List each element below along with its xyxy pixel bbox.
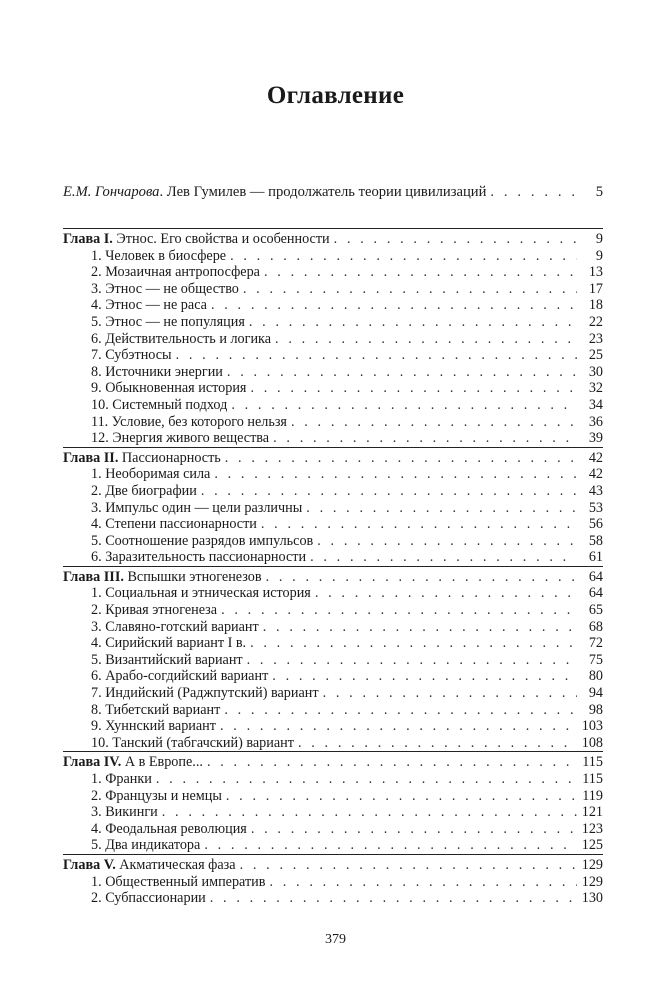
section-label <box>63 516 257 533</box>
section-title: Этнос — не популяция <box>105 313 245 330</box>
section-title: Степени пассионарности <box>105 516 257 533</box>
intro-page: 5 <box>595 184 603 200</box>
section-label <box>63 668 268 685</box>
section-page: 17 <box>588 280 603 297</box>
leader-dots <box>249 314 577 331</box>
leader-dots <box>263 619 577 636</box>
section-number: 8. <box>91 363 102 380</box>
section-entry <box>63 364 603 381</box>
section-entry <box>63 874 603 891</box>
leader-dots <box>266 569 577 586</box>
section-page: 9 <box>595 247 603 264</box>
chapter-page: 64 <box>588 568 603 585</box>
section-number: 9. <box>91 718 102 735</box>
section-page: 39 <box>588 430 603 447</box>
section-label <box>63 264 260 281</box>
section-entry <box>63 483 603 500</box>
section-number: 8. <box>91 701 102 718</box>
section-title: Необоримая сила <box>105 466 211 483</box>
section-number: 6. <box>91 668 102 685</box>
section-title: Источники энергии <box>105 363 223 380</box>
section-number: 2. <box>91 482 102 499</box>
section-entry <box>63 602 603 619</box>
chapter-number: Глава V. <box>63 856 116 873</box>
section-entry <box>63 735 603 752</box>
leader-dots <box>272 668 577 685</box>
section-label <box>63 635 246 652</box>
leader-dots <box>251 821 577 838</box>
section-entry <box>63 397 603 414</box>
section-label <box>63 483 197 500</box>
section-title: Импульс один — цели различны <box>105 499 303 516</box>
intro-title: . Лев Гумилев — продолжатель теории цивилизаций <box>159 184 487 200</box>
section-title: Хуннский вариант <box>105 718 216 735</box>
section-number: 3. <box>91 804 102 821</box>
chapter-heading <box>63 566 603 586</box>
section-page: 72 <box>588 635 603 652</box>
section-entry <box>63 652 603 669</box>
section-entry <box>63 414 603 431</box>
section-page: 115 <box>582 771 603 787</box>
section-entry <box>63 668 603 685</box>
section-title: Условие, без которого нельзя <box>111 413 287 430</box>
chapter-title: А в Европе... <box>121 754 203 771</box>
section-page: 130 <box>581 890 603 907</box>
chapter-label <box>63 569 262 586</box>
section-title: Сирийский вариант I в. <box>105 635 247 652</box>
chapter-label <box>63 231 330 248</box>
section-title: Субпассионарии <box>105 890 206 907</box>
section-title: Феодальная революция <box>105 820 247 837</box>
leader-dots <box>220 718 577 735</box>
section-title: Этнос — не общество <box>105 280 239 297</box>
leader-dots <box>176 347 577 364</box>
section-number: 1. <box>91 466 102 483</box>
leader-dots <box>207 754 577 771</box>
section-label <box>63 585 311 602</box>
leader-dots <box>261 516 577 533</box>
section-title: Два индикатора <box>105 837 201 854</box>
leader-dots <box>334 231 577 248</box>
leader-dots <box>264 264 577 281</box>
chapter-number: Глава I. <box>63 231 113 247</box>
leader-dots <box>490 184 577 201</box>
section-entry <box>63 837 603 854</box>
chapter-title: Этнос. Его свойства и особенности <box>112 231 330 247</box>
section-label <box>63 380 246 397</box>
section-page: 42 <box>588 466 603 483</box>
section-number: 5. <box>91 313 102 330</box>
leader-dots <box>230 248 577 265</box>
section-number: 3. <box>91 499 102 516</box>
section-number: 6. <box>91 330 102 347</box>
section-title: Индийский (Раджпутский) вариант <box>105 685 319 702</box>
leader-dots <box>269 874 577 891</box>
section-label <box>63 297 207 314</box>
section-page: 129 <box>581 873 603 890</box>
section-title: Соотношение разрядов импульсов <box>105 532 314 549</box>
section-number: 2. <box>91 787 102 804</box>
section-page: 94 <box>588 685 603 702</box>
leader-dots <box>211 297 577 314</box>
chapter-label <box>63 857 236 874</box>
section-number: 5. <box>91 837 102 854</box>
section-entry <box>63 804 603 821</box>
section-entry <box>63 890 603 907</box>
section-title: Славяно-готский вариант <box>105 618 259 635</box>
section-label <box>63 549 306 566</box>
section-label <box>63 500 302 517</box>
section-entry <box>63 702 603 719</box>
section-label <box>63 466 210 483</box>
section-page: 61 <box>588 549 603 566</box>
section-number: 1. <box>91 873 102 890</box>
chapters-list <box>63 228 603 907</box>
section-page: 13 <box>588 264 603 281</box>
section-title: Франки <box>105 771 152 787</box>
intro-label <box>63 184 486 201</box>
section-title: Обыкновенная история <box>105 380 247 397</box>
section-page: 43 <box>588 482 603 499</box>
section-label <box>63 702 220 719</box>
section-page: 64 <box>588 585 603 602</box>
section-label <box>63 602 217 619</box>
section-number: 4. <box>91 297 102 314</box>
section-label <box>63 718 216 735</box>
leader-dots <box>225 450 577 467</box>
section-title: Две биографии <box>105 482 197 499</box>
chapter-page: 115 <box>582 754 603 771</box>
intro-entry <box>63 184 603 201</box>
section-label <box>63 821 247 838</box>
section-label <box>63 837 200 854</box>
section-title: Арабо-согдийский вариант <box>105 668 269 685</box>
leader-dots <box>317 533 577 550</box>
leader-dots <box>298 735 577 752</box>
leader-dots <box>231 397 577 414</box>
leader-dots <box>224 702 577 719</box>
section-number: 3. <box>91 618 102 635</box>
section-entry <box>63 635 603 652</box>
section-page: 125 <box>581 837 603 854</box>
section-entry <box>63 466 603 483</box>
section-entry <box>63 619 603 636</box>
section-title: Этнос — не раса <box>105 297 207 314</box>
leader-dots <box>247 652 577 669</box>
leader-dots <box>306 500 577 517</box>
chapter-heading <box>63 751 603 771</box>
section-entry <box>63 585 603 602</box>
section-number: 7. <box>91 347 102 364</box>
section-entry <box>63 685 603 702</box>
section-page: 18 <box>588 297 603 314</box>
section-label <box>63 533 313 550</box>
section-entry <box>63 281 603 298</box>
leader-dots <box>221 602 577 619</box>
section-number: 2. <box>91 264 102 281</box>
section-number: 1. <box>91 247 102 264</box>
page-title: Оглавление <box>266 82 405 109</box>
section-label <box>63 788 222 805</box>
section-entry <box>63 788 603 805</box>
section-page: 98 <box>588 701 603 718</box>
leader-dots <box>156 771 577 788</box>
section-title: Действительность и логика <box>105 330 272 347</box>
section-entry <box>63 264 603 281</box>
leader-dots <box>214 466 577 483</box>
leader-dots <box>201 483 577 500</box>
section-entry <box>63 430 603 447</box>
section-entry <box>63 516 603 533</box>
leader-dots <box>323 685 577 702</box>
section-number: 12. <box>91 430 109 447</box>
section-number: 4. <box>91 635 102 652</box>
page-number: 379 <box>325 932 346 947</box>
section-label <box>63 281 239 298</box>
section-number: 1. <box>91 771 102 787</box>
leader-dots <box>291 414 577 431</box>
leader-dots <box>310 549 577 566</box>
section-entry <box>63 821 603 838</box>
section-label <box>63 248 226 265</box>
section-page: 121 <box>581 804 603 821</box>
leader-dots <box>315 585 577 602</box>
section-title: Французы и немцы <box>105 787 222 804</box>
intro-author: Е.М. Гончарова <box>63 184 160 200</box>
section-title: Викинги <box>105 804 158 821</box>
section-page: 56 <box>588 516 603 533</box>
section-entry <box>63 533 603 550</box>
section-label <box>63 331 271 348</box>
section-entry <box>63 380 603 397</box>
section-label <box>63 414 287 431</box>
section-number: 1. <box>91 585 102 602</box>
section-number: 4. <box>91 820 102 837</box>
section-page: 108 <box>581 734 603 751</box>
section-entry <box>63 331 603 348</box>
section-page: 103 <box>581 718 603 735</box>
leader-dots <box>273 430 577 447</box>
section-entry <box>63 500 603 517</box>
leader-dots <box>162 804 577 821</box>
section-label <box>63 771 152 788</box>
section-title: Субэтносы <box>105 347 172 364</box>
section-title: Общественный императив <box>105 873 266 890</box>
section-entry <box>63 347 603 364</box>
leader-dots <box>227 364 577 381</box>
section-number: 10. <box>91 734 109 751</box>
chapter-page: 129 <box>581 856 603 873</box>
section-label <box>63 804 158 821</box>
section-page: 119 <box>582 787 603 804</box>
section-title: Человек в биосфере <box>105 247 227 264</box>
section-page: 80 <box>588 668 603 685</box>
section-page: 36 <box>588 413 603 430</box>
leader-dots <box>226 788 577 805</box>
section-label <box>63 314 245 331</box>
section-label <box>63 874 265 891</box>
leader-dots <box>210 890 577 907</box>
section-page: 53 <box>588 499 603 516</box>
chapter-number: Глава II. <box>63 449 119 466</box>
section-number: 7. <box>91 685 102 702</box>
section-entry <box>63 297 603 314</box>
intro-section <box>63 184 603 201</box>
section-number: 5. <box>91 532 102 549</box>
section-entry <box>63 248 603 265</box>
section-page: 34 <box>588 396 603 413</box>
section-label <box>63 652 243 669</box>
section-title: Заразительность пассионарности <box>105 549 307 566</box>
section-title: Византийский вариант <box>105 651 243 668</box>
chapter-heading <box>63 228 603 248</box>
section-label <box>63 685 319 702</box>
section-page: 30 <box>588 363 603 380</box>
chapter-title: Вспышки этногенезов <box>123 568 262 585</box>
section-entry <box>63 549 603 566</box>
chapter-label <box>63 754 203 771</box>
leader-dots <box>250 380 577 397</box>
chapter-heading <box>63 447 603 467</box>
section-label <box>63 735 294 752</box>
leader-dots <box>243 281 577 298</box>
leader-dots <box>240 857 577 874</box>
section-title: Системный подход <box>112 396 228 413</box>
section-label <box>63 619 259 636</box>
chapter-number: Глава III. <box>63 568 124 585</box>
section-title: Кривая этногенеза <box>105 602 218 619</box>
section-label <box>63 364 223 381</box>
section-number: 2. <box>91 602 102 619</box>
section-page: 25 <box>588 347 603 364</box>
section-number: 5. <box>91 651 102 668</box>
section-page: 68 <box>588 618 603 635</box>
section-page: 32 <box>588 380 603 397</box>
section-title: Мозаичная антропосфера <box>105 264 260 281</box>
section-number: 4. <box>91 516 102 533</box>
section-number: 6. <box>91 549 102 566</box>
chapter-title: Пассионарность <box>118 449 221 466</box>
section-number: 2. <box>91 890 102 907</box>
chapter-number: Глава IV. <box>63 754 122 771</box>
leader-dots <box>204 837 577 854</box>
section-label <box>63 347 172 364</box>
section-page: 65 <box>588 602 603 619</box>
chapter-title: Акматическая фаза <box>115 856 236 873</box>
section-entry <box>63 771 603 788</box>
section-label <box>63 430 269 447</box>
chapter-label <box>63 450 221 467</box>
section-number: 3. <box>91 280 102 297</box>
section-label <box>63 890 206 907</box>
section-title: Танский (табгачский) вариант <box>112 734 294 751</box>
chapter-heading <box>63 854 603 874</box>
leader-dots <box>275 331 577 348</box>
section-page: 22 <box>588 313 603 330</box>
section-label <box>63 397 227 414</box>
section-number: 9. <box>91 380 102 397</box>
section-entry <box>63 718 603 735</box>
chapter-page: 9 <box>595 231 603 247</box>
section-title: Социальная и этническая история <box>105 585 311 602</box>
section-page: 23 <box>588 330 603 347</box>
section-title: Тибетский вариант <box>105 701 221 718</box>
section-page: 58 <box>588 532 603 549</box>
section-number: 11. <box>91 413 109 430</box>
section-page: 75 <box>588 651 603 668</box>
section-entry <box>63 314 603 331</box>
leader-dots <box>250 635 577 652</box>
section-title: Энергия живого вещества <box>112 430 270 447</box>
section-page: 123 <box>581 820 603 837</box>
section-number: 10. <box>91 396 109 413</box>
chapter-page: 42 <box>588 449 603 466</box>
